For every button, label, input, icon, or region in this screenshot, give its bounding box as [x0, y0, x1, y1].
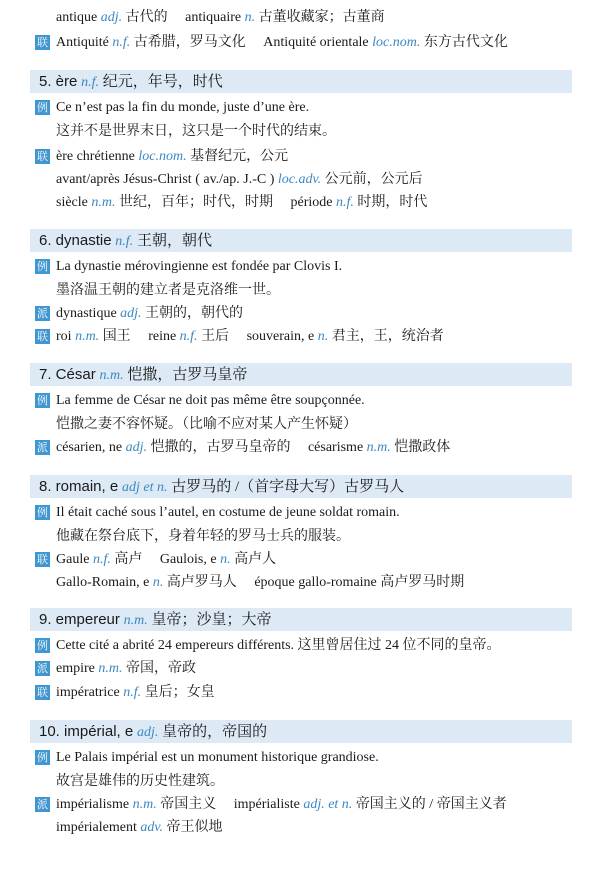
entry-line [56, 8, 590, 28]
entry-line [56, 33, 590, 53]
part-of-speech: adj. [125, 440, 147, 455]
meaning: 国王 [102, 329, 131, 344]
meaning: 帝国主义的 / 帝国主义者 [355, 797, 507, 812]
part-of-speech: adj et n. [121, 480, 168, 495]
part-of-speech: n.m. [366, 440, 391, 455]
headword: ère chrétienne [56, 149, 135, 164]
headword: Gaule [56, 552, 90, 567]
meaning: 东方古代文化 [423, 35, 508, 50]
entry-line [56, 818, 590, 838]
entry-header [30, 229, 572, 252]
example-tag: 例 [37, 506, 48, 519]
entry-header [30, 608, 572, 631]
meaning: 皇后；女皇 [144, 685, 215, 700]
headword: avant/après Jésus-Christ ( av./ap. J.-C ) [56, 172, 275, 187]
part-of-speech: n. [317, 329, 329, 344]
example-chinese: 故宫是雄伟的历史性建筑。 [56, 774, 224, 789]
entry-meaning: 皇帝；沙皇；大帝 [151, 612, 272, 628]
meaning: 高卢罗马时期 [380, 575, 465, 590]
part-of-speech: adj. et n. [303, 797, 353, 812]
part-of-speech: loc.nom. [138, 149, 187, 164]
entry-header [30, 475, 572, 498]
example-french: Ce n’est pas la fin du monde, juste d’une ère. [56, 100, 310, 115]
example-french: La dynastie mérovingienne est fondée par Clovis I. [56, 259, 343, 274]
headword: souverain, e [246, 329, 315, 344]
pai-tag: 派 [37, 798, 48, 811]
headword: Antiquité [56, 35, 109, 50]
entry-line [56, 147, 590, 167]
entry-line [56, 659, 590, 679]
meaning: 时期，时代 [357, 195, 428, 210]
meaning: 帝王似地 [166, 820, 223, 835]
headword: Gaulois, e [159, 552, 217, 567]
example-tag: 例 [37, 260, 48, 273]
meaning: 帝国主义 [160, 797, 217, 812]
example-french: La femme de César ne doit pas même être soupçonnée. [56, 393, 365, 408]
part-of-speech: n.m. [98, 661, 123, 676]
lian-tag: 联 [37, 330, 48, 343]
meaning: 王后 [201, 329, 230, 344]
example-tag: 例 [37, 751, 48, 764]
example-tag: 例 [37, 639, 48, 652]
meaning: 王朝的，朝代的 [145, 306, 244, 321]
part-of-speech: n.f. [335, 195, 354, 210]
headword: roi [56, 329, 72, 344]
headword: césarisme [307, 440, 364, 455]
example-french: Le Palais impérial est un monument historique grandiose. [56, 750, 379, 765]
entry-line [56, 170, 590, 190]
entry-line [56, 573, 590, 593]
part-of-speech: n. [244, 10, 256, 25]
part-of-speech: n. [220, 552, 231, 567]
meaning: 高卢 [114, 552, 143, 567]
entry-line [56, 683, 590, 703]
headword: impérialisme [56, 797, 130, 812]
entry-line [56, 795, 590, 815]
meaning: 古希腊，罗马文化 [133, 35, 246, 50]
pai-tag: 派 [37, 307, 48, 320]
entry-line [56, 193, 590, 213]
part-of-speech: n.m. [75, 329, 100, 344]
headword: siècle [56, 195, 88, 210]
part-of-speech: n.f. [81, 75, 99, 90]
entry-line [56, 304, 590, 324]
entry-line [56, 327, 590, 347]
entry-meaning: 王朝，朝代 [136, 233, 212, 249]
headword: empire [56, 661, 95, 676]
headword: période [290, 195, 333, 210]
headword: impérialement [56, 820, 137, 835]
meaning: 古董收藏家；古董商 [258, 10, 385, 25]
part-of-speech: n.f. [112, 35, 131, 50]
entry-title: 7. César [39, 366, 96, 383]
pai-tag: 派 [37, 662, 48, 675]
entry-title: 8. romain, e [39, 478, 119, 495]
meaning: 高卢人 [234, 552, 277, 567]
lian-tag: 联 [37, 553, 48, 566]
part-of-speech: adj. [100, 10, 123, 25]
example-chinese: 墨洛温王朝的建立者是克洛维一世。 [56, 283, 280, 298]
meaning: 帝国，帝政 [126, 661, 196, 676]
entry-title: 9. empereur [39, 611, 120, 628]
example-chinese: 恺撒之妻不容怀疑。（比喻不应对某人产生怀疑） [56, 417, 357, 432]
part-of-speech: n.f. [123, 685, 142, 700]
part-of-speech: adj. [136, 725, 159, 740]
meaning: 基督纪元，公元 [190, 149, 289, 164]
lian-tag: 联 [37, 150, 48, 163]
part-of-speech: n.f. [92, 552, 111, 567]
part-of-speech: n.m. [91, 195, 116, 210]
pai-tag: 派 [37, 441, 48, 454]
entry-header [30, 720, 572, 743]
headword: césarien, ne [56, 440, 123, 455]
headword: antiquaire [185, 10, 242, 25]
headword: impérialiste [233, 797, 300, 812]
meaning: 公元前，公元后 [324, 172, 423, 187]
entry-title: 5. ère [39, 73, 78, 90]
headword: Gallo-Romain, e [56, 575, 150, 590]
headword: dynastique [56, 306, 117, 321]
meaning: 君主，王，统治者 [331, 329, 444, 344]
entry-line [56, 550, 590, 570]
lian-tag: 联 [37, 36, 48, 49]
part-of-speech: adv. [140, 820, 164, 835]
headword: Antiquité orientale [263, 35, 369, 50]
meaning: 高卢罗马人 [166, 575, 237, 590]
entry-meaning: 皇帝的，帝国的 [162, 724, 268, 740]
example-chinese: 这里曾居住过 24 位不同的皇帝。 [297, 638, 501, 653]
example-french: Cette cité a abrité 24 empereurs différents. [56, 638, 295, 653]
headword: époque gallo-romaine [254, 575, 377, 590]
example-tag: 例 [37, 101, 48, 114]
example-line [56, 636, 590, 656]
part-of-speech: n. [152, 575, 164, 590]
entry-line [56, 438, 590, 458]
entry-title: 10. impérial, e [39, 723, 134, 740]
lian-tag: 联 [37, 686, 48, 699]
part-of-speech: n.m. [132, 797, 157, 812]
part-of-speech: n.f. [115, 234, 134, 249]
headword: impératrice [56, 685, 120, 700]
example-chinese: 这并不是世界末日，这只是一个时代的结束。 [56, 124, 336, 139]
meaning: 世纪，百年；时代，时期 [119, 195, 273, 210]
entry-meaning: 古罗马的 /（首字母大写）古罗马人 [171, 479, 405, 495]
example-french: Il était caché sous l’autel, en costume de jeune soldat romain. [56, 505, 400, 520]
part-of-speech: adj. [120, 306, 142, 321]
meaning: 古代的 [125, 10, 168, 25]
part-of-speech: n.m. [123, 613, 148, 628]
entry-meaning: 纪元，年号，时代 [102, 74, 223, 90]
part-of-speech: n.m. [99, 368, 124, 383]
part-of-speech: loc.nom. [372, 35, 421, 50]
part-of-speech: loc.adv. [277, 172, 322, 187]
part-of-speech: n.f. [179, 329, 198, 344]
entry-header [30, 70, 572, 93]
entry-title: 6. dynastie [39, 232, 112, 249]
entry-meaning: 恺撒，古罗马皇帝 [127, 367, 248, 383]
headword: antique [56, 10, 98, 25]
meaning: 恺撒的，古罗马皇帝的 [150, 440, 291, 455]
meaning: 恺撒政体 [394, 440, 451, 455]
headword: reine [148, 329, 177, 344]
example-tag: 例 [37, 394, 48, 407]
entry-header [30, 363, 572, 386]
example-chinese: 他藏在祭台底下，身着年轻的罗马士兵的服装。 [56, 529, 350, 544]
